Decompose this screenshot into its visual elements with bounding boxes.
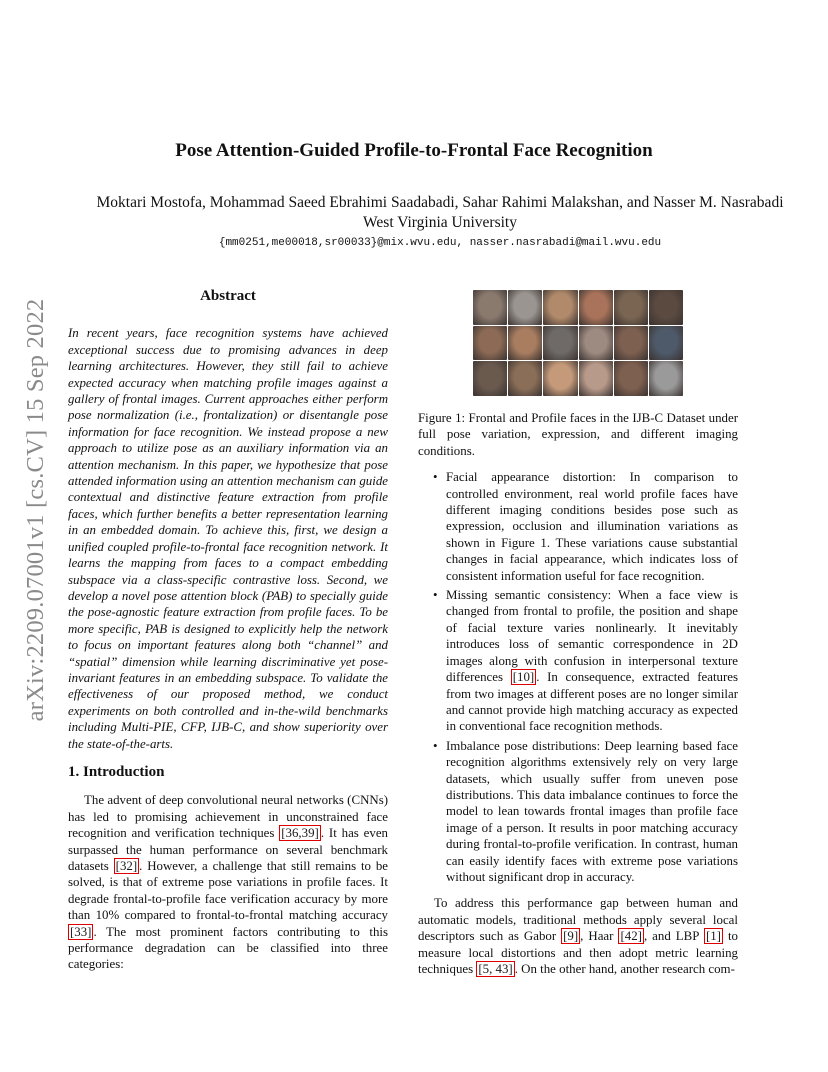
face-image xyxy=(508,361,542,396)
introduction-paragraph: The advent of deep convolutional neural networks (CNNs) has led to promising achievement in unconstrained face recognition and verification techniques [36,39] . It has even surpassed the human performance on several benchmark datasets [32] . However, a challenge that still remains to be solved, is that of extreme pose variations in profile faces. It degrade frontal-to-profile face verification accuracy by more than 10% compared to frontal-to-frontal matching accuracy [33] . The most prominent factors contributing to this performance degradation can be classified into three categories: xyxy=(68,793,388,972)
citation-link[interactable]: [33] xyxy=(70,924,92,939)
affiliation: West Virginia University xyxy=(363,214,517,231)
face-image xyxy=(579,361,613,396)
face-image xyxy=(543,290,577,325)
bullet-list xyxy=(418,469,738,885)
right-column xyxy=(418,288,738,977)
face-image xyxy=(543,326,577,361)
face-image xyxy=(543,361,577,396)
arxiv-identifier: arXiv:2209.07001v1 [cs.CV] 15 Sep 2022 xyxy=(22,298,49,722)
list-item: • Imbalance pose distributions: Deep learning based face recognition algorithms extensively rely on very large datasets, which usually suffer from uneven pose distributions. This data imbalance continues to force the model to lean towards frontal images than profile face image of a person. It results in poor matching accuracy during frontal-to-profile verification. In contrast, human can easily identify faces with extreme pose variations without significant drop in accuracy. xyxy=(446,738,738,886)
citation-link[interactable]: [9] xyxy=(563,929,579,944)
arxiv-sidebar xyxy=(18,288,54,732)
face-image xyxy=(508,290,542,325)
face-image xyxy=(649,290,683,325)
face-image xyxy=(473,361,507,396)
face-image xyxy=(614,326,648,361)
citation-link[interactable]: [1] xyxy=(705,929,721,944)
paper-title: Pose Attention-Guided Profile-to-Frontal Face Recognition xyxy=(175,140,653,161)
figure-1-face-grid xyxy=(473,290,683,396)
list-item: • Missing semantic consistency: When a face view is changed from frontal to profile, the position and shape of facial texture varies nonlinearly. It inevitably introduces loss of semantic correspondence in 2D images along with confusion in interpersonal texture differences [10] . In consequence, extracted features from two images at different poses are no longer similar and cannot provide high matching accuracy as expected in conventional face recognition methods. xyxy=(446,587,738,735)
face-image xyxy=(649,326,683,361)
citation-link[interactable]: [10] xyxy=(512,670,535,685)
closing-paragraph: To address this performance gap between human and automatic models, traditional methods apply several local descriptors such as Gabor [9] , Haar [42] , and LBP [1] to measure local distortions and then adopt metric learning techniques [5, 43] . On the other hand, another research com- xyxy=(418,896,738,976)
face-image xyxy=(579,290,613,325)
abstract-heading: Abstract xyxy=(200,288,256,304)
author-list: Moktari Mostofa, Mohammad Saeed Ebrahimi Saadabadi, Sahar Rahimi Malakshan, and Nasser M. Nasrabadi xyxy=(96,194,784,211)
face-image xyxy=(614,361,648,396)
author-emails: {mm0251,me00018,sr00033}@mix.wvu.edu, nasser.nasrabadi@mail.wvu.edu xyxy=(218,237,662,249)
face-image xyxy=(473,290,507,325)
citation-link[interactable]: [32] xyxy=(115,859,138,873)
figure-caption: Figure 1: Frontal and Profile faces in the IJB-C Dataset under full pose variation, expression, and different imaging conditions. xyxy=(418,411,738,458)
face-image xyxy=(649,361,683,396)
face-image xyxy=(473,326,507,361)
citation-link[interactable]: [42] xyxy=(620,929,642,944)
citation-link[interactable]: [5, 43] xyxy=(478,962,513,976)
citation-link[interactable]: [36,39] xyxy=(281,826,319,841)
left-column xyxy=(68,288,388,973)
list-item: • Facial appearance distortion: In comparison to controlled environment, real world profile faces have different imaging conditions besides pose such as expression, occlusion and illumination variations as shown in Figure 1. These variations cause substantial changes in facial appearance, which indicates loss of consistent information useful for face recognition. xyxy=(446,469,738,584)
abstract-text: In recent years, face recognition systems have achieved exceptional success due to promising advances in deep learning architectures. However, they still fail to achieve expected accuracy when matching profile images against a gallery of frontal images. Current approaches either perform pose normalization (i.e., frontalization) or disentangle pose information for face recognition. We instead propose a new approach to utilize pose as an auxiliary information via an attention mechanism. In this paper, we hypothesize that pose attended information using an attention mechanism can guide contextual and distinctive feature extraction from profile faces, which further benefits a better representation learning in an embedded domain. To achieve this, first, we design a unified coupled profile-to-frontal face recognition network. It learns the mapping from faces to a compact embedding subspace via a class-specific contrastive loss. Second, we develop a novel pose attention block (PAB) to specially guide the pose-agnostic feature extraction from profile faces. To be more specific, PAB is designed to explicitly help the network to focus on important features along both “channel” and “spatial” dimension while learning discriminative yet pose-invariant features in an embedding subspace. To validate the effectiveness of our proposed method, we conduct experiments on both controlled and in-the-wild benchmarks including Multi-PIE, CFP, IJB-C, and show superiority over the state-of-the-arts. xyxy=(68,326,388,751)
face-image xyxy=(579,326,613,361)
face-image xyxy=(508,326,542,361)
face-image xyxy=(614,290,648,325)
introduction-heading: 1. Introduction xyxy=(68,763,165,780)
